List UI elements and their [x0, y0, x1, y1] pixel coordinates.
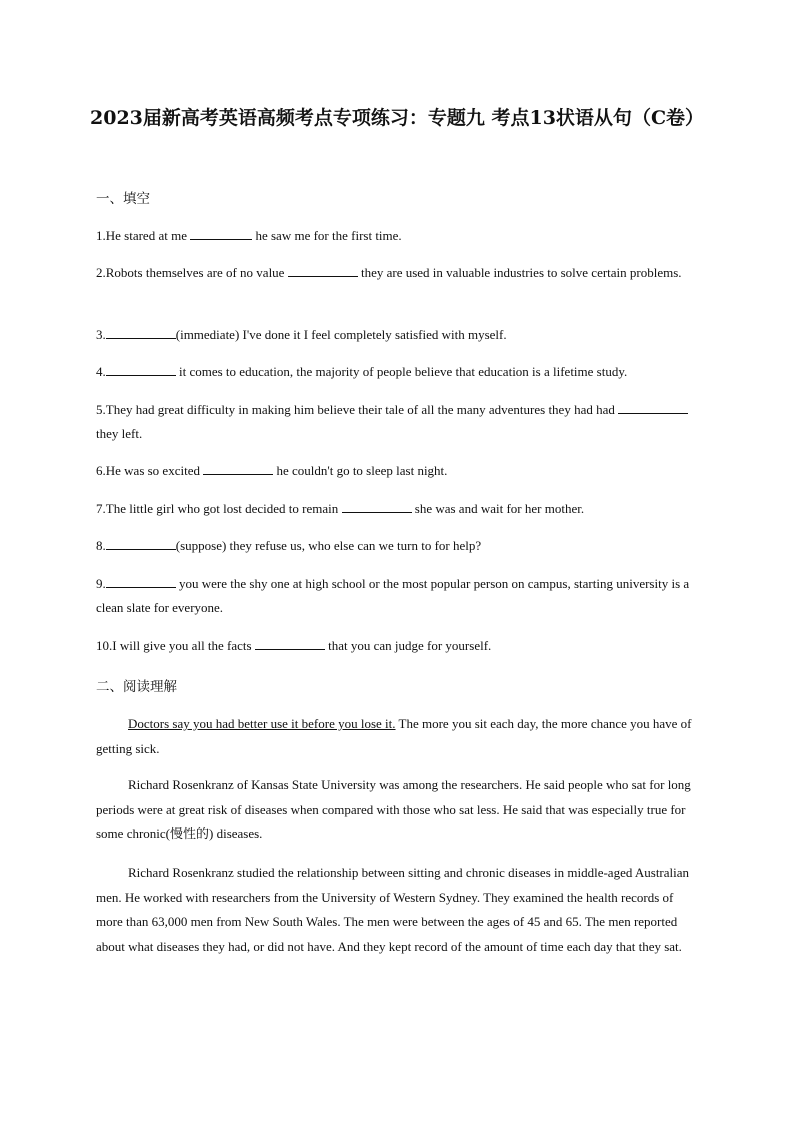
question-number: 6. [96, 463, 106, 478]
question-text-after: it comes to education, the majority of people believe that education is a lifetime study. [179, 364, 628, 379]
question-number: 10. [96, 638, 113, 653]
question-text-after: you were the shy one at high school or the most popular person on campus, starting university is a clean slate for everyone. [96, 576, 690, 615]
passage-paragraph-2: Richard Rosenkranz of Kansas State University was among the researchers. He said people who sat for long periods were at great risk of diseases when compared with those who sat less. He said that was especially true for some chronic(慢性的) diseases. [96, 777, 691, 841]
answer-blank[interactable] [106, 537, 176, 550]
question-text-after: they left. [96, 426, 143, 441]
question-number: 5. [96, 402, 106, 417]
passage-paragraph-1 [96, 712, 698, 761]
question-6 [96, 459, 700, 483]
answer-blank[interactable] [190, 227, 252, 240]
question-text-before: Robots themselves are of no value [105, 265, 285, 280]
question-number: 4. [96, 364, 106, 379]
answer-blank[interactable] [618, 401, 688, 414]
question-number: 8. [96, 538, 106, 553]
question-8 [96, 534, 700, 558]
question-text-after: they are used in valuable industries to solve certain problems. [360, 265, 682, 280]
answer-blank[interactable] [288, 264, 358, 277]
question-10 [96, 634, 700, 658]
question-7 [96, 497, 700, 521]
question-text-before: He stared at me [105, 228, 187, 243]
question-text-after: he couldn't go to sleep last night. [276, 463, 448, 478]
answer-blank[interactable] [106, 326, 176, 339]
question-3 [96, 323, 700, 347]
question-5 [96, 398, 700, 446]
answer-blank[interactable] [106, 363, 176, 376]
question-text-after: she was and wait for her mother. [414, 501, 585, 516]
answer-blank[interactable] [342, 500, 412, 513]
underlined-sentence: Doctors say you had better use it before you lose it. [128, 716, 396, 731]
question-4 [96, 360, 700, 384]
question-number: 9. [96, 576, 106, 591]
question-number: 3. [96, 327, 106, 342]
question-1 [96, 224, 700, 248]
question-number: 7. [96, 501, 106, 516]
paragraph-text: The more you sit each day, the more chance you have of getting sick. [96, 716, 692, 756]
question-number: 1. [96, 228, 106, 243]
question-text-after: (immediate) I've done it I feel completely satisfied with myself. [175, 327, 507, 342]
passage-paragraph-3: Richard Rosenkranz studied the relationship between sitting and chronic diseases in middle-aged Australian men. He worked with researchers from the University of Western Sydney. They examined the health records of more than 63,000 men from New South Wales. The men were between the ages of 45 and 65. The men reported about what diseases they had, or did not have. And they kept record of the amount of time each day that they sat. [96, 865, 690, 954]
question-text-before: The little girl who got lost decided to remain [105, 501, 339, 516]
question-text-after: that you can judge for yourself. [328, 638, 492, 653]
answer-blank[interactable] [255, 637, 325, 650]
question-text-before: They had great difficulty in making him believe their tale of all the many adventures they had had [105, 402, 615, 417]
section-heading-fill-blank: 一、填空 [96, 191, 150, 207]
question-text-before: He was so excited [105, 463, 200, 478]
question-text-after: (suppose) they refuse us, who else can we turn to for help? [175, 538, 482, 553]
question-text-before: I will give you all the facts [112, 638, 252, 653]
question-number: 2. [96, 265, 106, 280]
answer-blank[interactable] [106, 575, 176, 588]
question-9 [96, 572, 700, 620]
answer-blank[interactable] [203, 462, 273, 475]
question-2 [96, 261, 700, 285]
section-heading-reading: 二、阅读理解 [96, 679, 177, 695]
question-text-after: he saw me for the first time. [255, 228, 402, 243]
document-title: 2023届新高考英语高频考点专项练习：专题九 考点13状语从句（C卷） [90, 107, 705, 129]
